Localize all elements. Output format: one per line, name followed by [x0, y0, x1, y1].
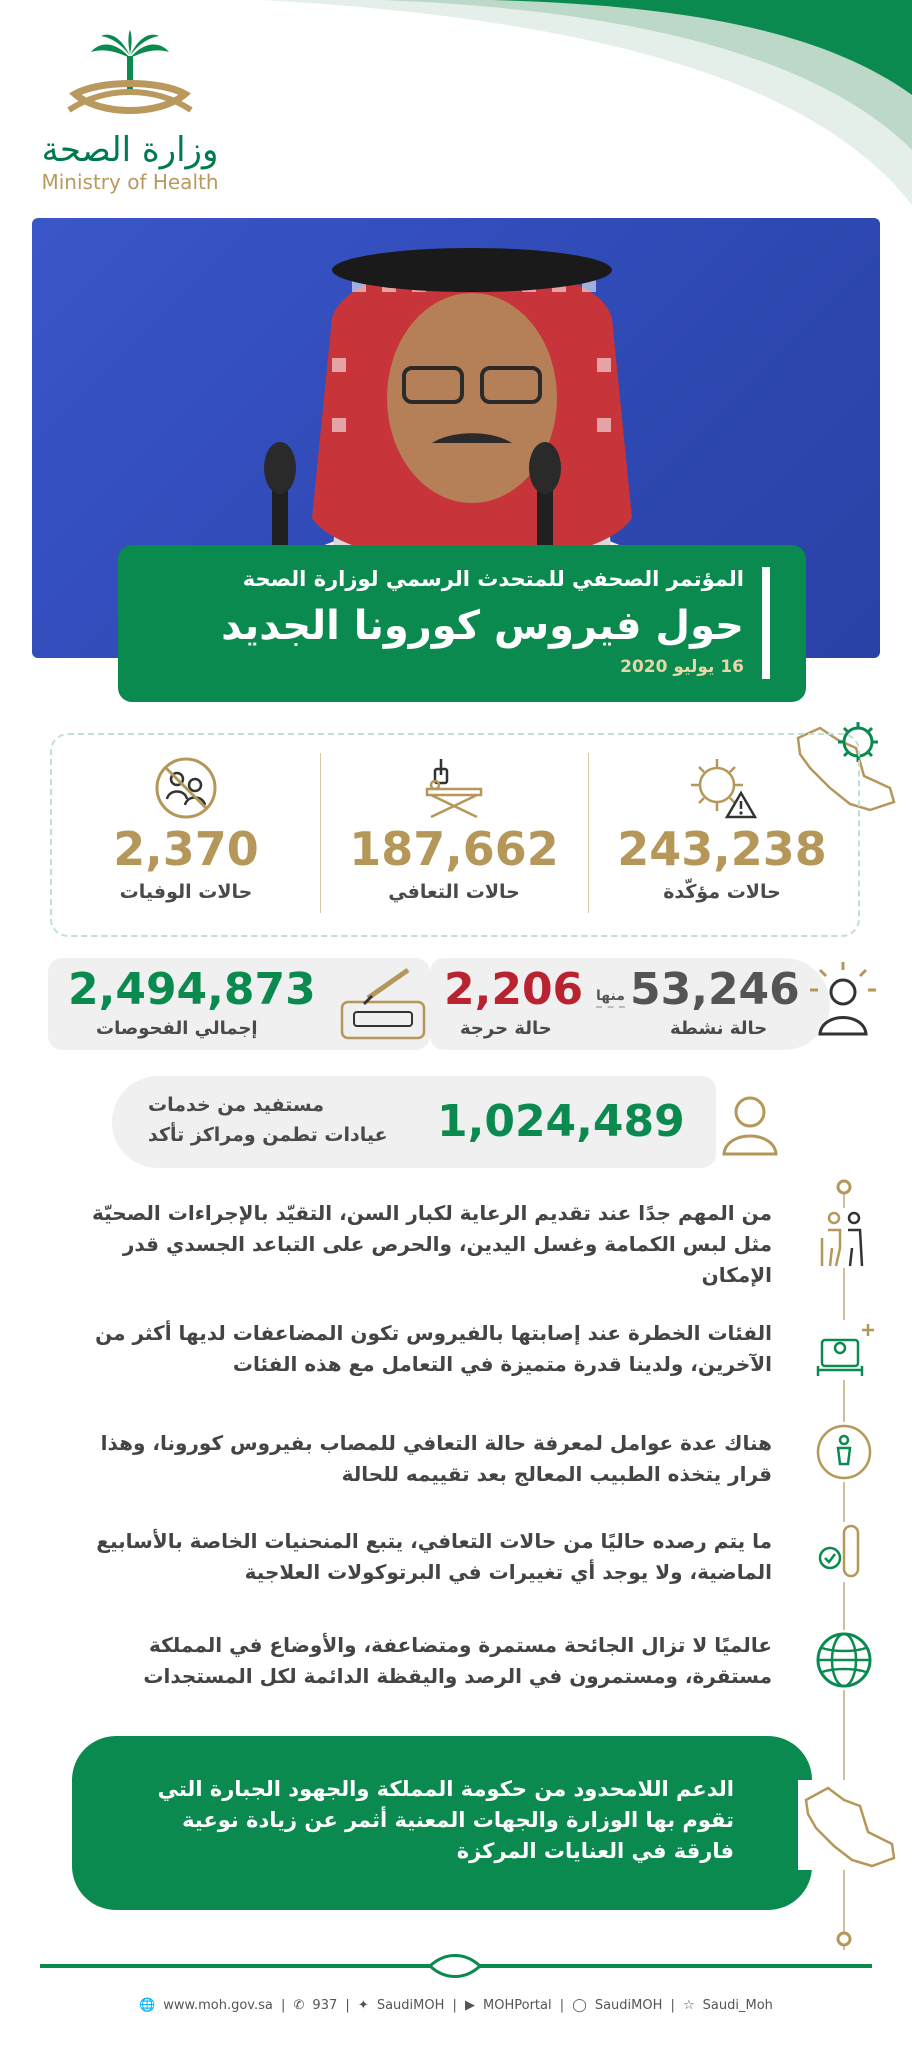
stat-divider — [320, 753, 321, 913]
press-conference-title-card — [118, 545, 806, 702]
closing-statement-card — [72, 1736, 812, 1910]
beneficiaries-line1: مستفيد من خدمات — [148, 1094, 325, 1116]
youtube-icon: ▶ — [465, 1998, 476, 2013]
of-which-label: منها — [596, 988, 625, 1008]
patient-bed-icon — [814, 1320, 874, 1380]
palm-swords-emblem-icon — [55, 30, 205, 122]
bullet-text: من المهم جدًا عند تقديم الرعاية لكبار السن، التقيّد بالإجراءات الصحيّة مثل لبس الكمامة وغسل اليدين، والحرص على التباعد الجسدي قدر الإمكان — [92, 1201, 772, 1287]
logo-english-text: Ministry of Health — [41, 170, 219, 194]
timeline-dot-icon — [835, 1178, 853, 1196]
snapchat-icon: ☆ — [683, 1998, 695, 2013]
footer-divider-decoration — [40, 1950, 872, 1980]
active-label: حالة نشطة — [670, 1018, 768, 1039]
recovered-label: حالات التعافي — [388, 881, 520, 903]
beneficiaries-line2: عيادات تطمن ومراكز تأكد — [148, 1124, 388, 1146]
snapchat-handle[interactable]: Saudi_Moh — [702, 1998, 773, 2013]
confirmed-count: 243,238 — [617, 822, 827, 876]
stat-divider — [588, 753, 589, 913]
no-people-icon — [153, 755, 219, 821]
stat-recovered — [320, 735, 588, 935]
recovered-count: 187,662 — [349, 822, 559, 876]
title-accent-bar — [762, 567, 770, 679]
timeline-dot-icon — [835, 1930, 853, 1948]
bullet-text: الفئات الخطرة عند إصابتها بالفيروس تكون المضاعفات لديها أكثر من الآخرين، ولدينا قدرة متميزة في التعامل مع هذه الفئات — [95, 1321, 772, 1376]
header-wave-decoration — [262, 0, 912, 210]
phone-icon: ✆ — [293, 1998, 305, 2013]
elderly-care-icon — [814, 1208, 874, 1268]
twitter-handle[interactable]: SaudiMOH — [376, 1998, 445, 2013]
virus-warning-icon — [687, 755, 757, 821]
deaths-label: حالات الوفيات — [119, 881, 253, 903]
bullet-text: عالميًا لا تزال الجائحة مستمرة ومتضاعفة، والأوضاع في المملكة مستقرة، ومستمرون في الرصد واليقظة الدائمة لكل المستجدات — [143, 1633, 772, 1688]
website-link[interactable]: www.moh.gov.sa — [163, 1998, 273, 2013]
title-main: حول فيروس كورونا الجديد — [221, 603, 744, 649]
tests-card — [48, 958, 430, 1050]
title-date: 16 يوليو 2020 — [620, 657, 744, 677]
recovery-cycle-icon — [814, 1422, 874, 1482]
test-swab-icon — [338, 964, 428, 1044]
active-count: 53,246 — [630, 964, 800, 1015]
stat-confirmed — [588, 735, 856, 935]
footer-contacts: 🌐 www.moh.gov.sa | ✆ 937 | ✦ SaudiMOH | ▶ MOHPortal | ◯ SaudiMOH | ☆ Saudi_Moh — [139, 1998, 773, 2013]
logo-arabic-text: وزارة الصحة — [41, 130, 219, 170]
instagram-icon: ◯ — [572, 1998, 587, 2013]
active-cases-card — [430, 958, 830, 1050]
case-stats-panel — [50, 733, 860, 937]
bullet-text: هناك عدة عوامل لمعرفة حالة التعافي للمصاب بفيروس كورونا، وهذا قرار يتخذه الطبيب المعالج بعد تقييمه للحالة — [100, 1431, 772, 1486]
phone-number[interactable]: 937 — [312, 1998, 338, 2013]
portal-handle[interactable]: MOHPortal — [483, 1998, 552, 2013]
hospital-bed-icon — [421, 755, 487, 821]
saudi-map-icon — [798, 1780, 898, 1870]
confirmed-label: حالات مؤكّدة — [663, 881, 781, 903]
stat-deaths — [52, 735, 320, 935]
person-icon — [720, 1094, 780, 1156]
ministry-logo — [30, 30, 230, 194]
website-icon: 🌐 — [139, 1998, 156, 2013]
beneficiaries-count: 1,024,489 — [437, 1096, 685, 1147]
closing-text: الدعم اللامحدود من حكومة المملكة والجهود الجبارة التي تقوم بها الوزارة والجهات المعنية أثمر عن زيادة نوعية فارقة في العنايات المركزة — [157, 1777, 734, 1863]
test-tube-check-icon — [814, 1522, 874, 1582]
active-person-icon — [808, 960, 878, 1040]
title-subtitle: المؤتمر الصحفي للمتحدث الرسمي لوزارة الصحة — [242, 567, 744, 591]
globe-icon — [814, 1630, 874, 1690]
bullet-text: ما يتم رصده حاليًا من حالات التعافي، يتبع المنحنيات الخاصة بالأسابيع الماضية، ولا يوجد أي تغييرات في البرتوكولات العلاجية — [96, 1529, 772, 1584]
critical-count: 2,206 — [444, 964, 584, 1015]
critical-label: حالة حرجة — [460, 1018, 552, 1039]
deaths-count: 2,370 — [113, 822, 259, 876]
beneficiaries-card — [112, 1076, 716, 1168]
instagram-handle[interactable]: SaudiMOH — [594, 1998, 663, 2013]
tests-label: إجمالي الفحوصات — [96, 1018, 258, 1039]
twitter-icon: ✦ — [357, 1998, 369, 2013]
tests-count: 2,494,873 — [68, 964, 316, 1015]
